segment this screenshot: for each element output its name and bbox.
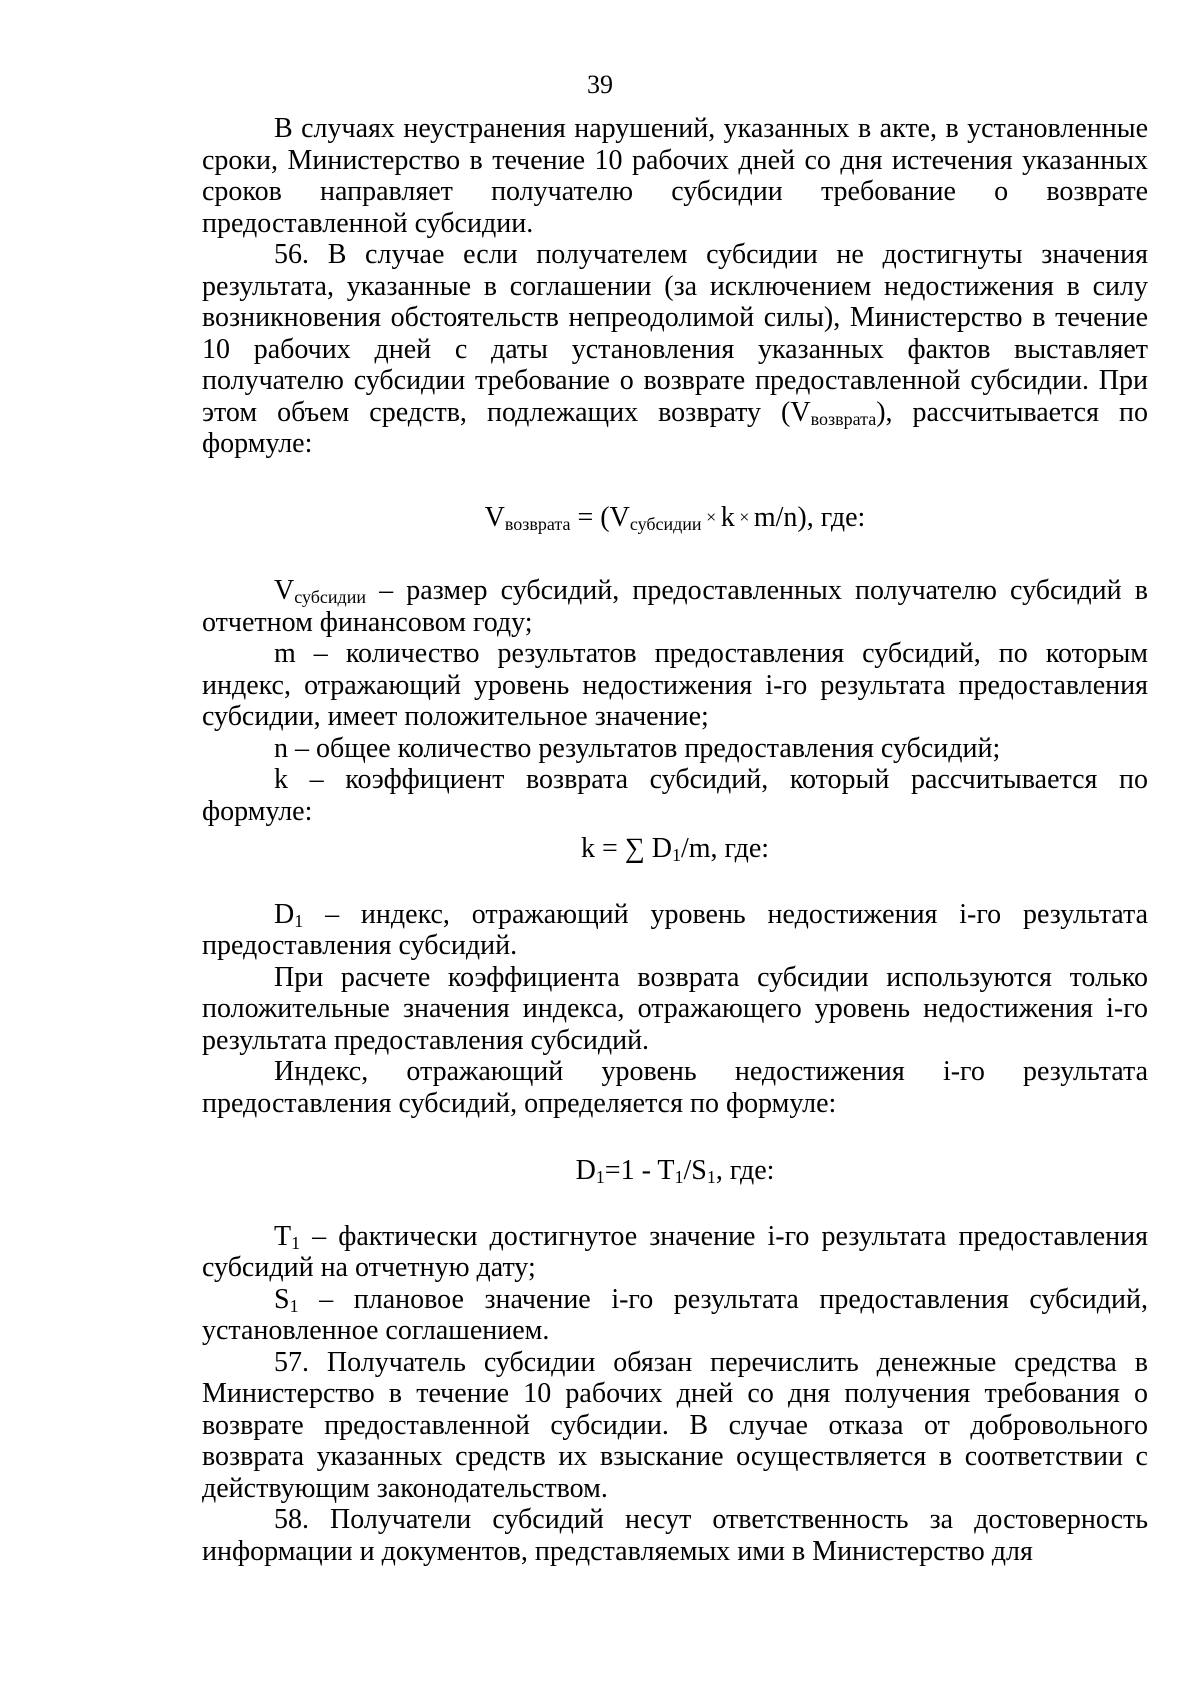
definition-s [202, 1284, 1148, 1347]
paragraph-calculation: При расчете коэффициента возврата субсидии используются только положительные значения индекса, отражающего уровень недостижения i-го результата предоставления субсидий. [202, 961, 1148, 1056]
formula3-t-subscript: 1 [674, 1167, 684, 1187]
paragraph-56 [202, 239, 1148, 460]
formula1-eq: = (V [570, 501, 630, 533]
formula1-k: k [720, 501, 735, 533]
formula2-b: /m, где: [680, 833, 770, 864]
def-d: D [274, 898, 295, 930]
definition-m: m – количество результатов предоставления субсидий, по которым индекс, отражающий уровень недостижения i-го результата предоставления субсидии, имеет положительное значение; [202, 638, 1148, 732]
formula1-rest: m/n), где: [753, 501, 866, 533]
paragraph-index: Индекс, отражающий уровень недостижения i-го результата предоставления субсидий, определяется по формуле: [202, 1056, 1148, 1119]
formula-k [202, 833, 1148, 865]
paragraph-violations: В случаях неустранения нарушений, указанных в акте, в установленные сроки, Министерство в течение 10 рабочих дней со дня истечения указанных сроков направляет получателю субсидии требование о возврате предоставленной субсидии. [202, 113, 1148, 239]
paragraph-58: 58. Получатели субсидий несут ответственность за достоверность информации и документов, представляемых ими в Министерство для [202, 1504, 1148, 1567]
def-t-text: – фактически достигнутое значение i-го результата предоставления субсидий на отчетную дату; [202, 1220, 1148, 1283]
formula-d [202, 1155, 1148, 1187]
formula3-b: /S [683, 1155, 707, 1186]
def-v-subscript: субсидии [294, 587, 366, 607]
definition-k: k – коэффициент возврата субсидий, который рассчитывается по формуле: [202, 764, 1148, 827]
definition-t [202, 1221, 1148, 1284]
definition-v-subsidy [202, 575, 1148, 638]
document-body [202, 113, 1148, 1567]
def-v: V [274, 575, 295, 606]
paragraph-57: 57. Получатель субсидии обязан перечислить денежные средства в Министерство в течение 10 рабочих дней со дня получения требования о возврате предоставленной субсидии. В случае отказа от добровольного возврата указанных средств их взыскание осуществляется в соответствии с действующим законодательством. [202, 1346, 1148, 1504]
def-t: T [274, 1220, 292, 1252]
def-t-subscript: 1 [291, 1232, 301, 1253]
formula3-a: =1 - T [604, 1155, 675, 1186]
def-s-text: – плановое значение i-го результата предоставления субсидий, установленное соглашением. [202, 1283, 1148, 1346]
formula1-s-subscript: субсидии [629, 513, 702, 534]
formula3-d: D [575, 1155, 596, 1186]
def-d-text: – индекс, отражающий уровень недостижения i-го результата предоставления субсидий. [202, 898, 1148, 961]
paragraph-56-text-a: 56. В случае если получателем субсидии не достигнуты значения результата, указанные в соглашении (за исключением недостижения в силу возникновения обстоятельств непреодолимой силы), Министерство в течение 10 рабочих дней с даты установления указанных фактов выставляет получателю субсидии требование о возврате предоставленной субсидии. При этом объем средств, подлежащих возврату (V [202, 239, 1148, 428]
formula-return-volume [202, 502, 1148, 534]
formula1-v: V [484, 501, 505, 533]
formula2-subscript: 1 [671, 845, 681, 865]
def-v-text: – размер субсидий, предоставленных получателю субсидий в отчетном финансовом году; [202, 575, 1148, 638]
formula2-a: k = ∑ D [580, 833, 672, 864]
paragraph-56-text-b: ), рассчитывается по формуле: [202, 396, 1148, 459]
formula3-c: , где: [715, 1155, 775, 1186]
def-s: S [274, 1283, 290, 1315]
formula3-d-subscript: 1 [595, 1167, 605, 1187]
definition-d [202, 899, 1148, 962]
formula1-v-subscript: возврата [504, 513, 571, 534]
definition-n: n – общее количество результатов предоставления субсидий; [274, 732, 1001, 764]
formula1-times: × [701, 506, 721, 527]
paragraph-56-subscript: возврата [810, 408, 877, 429]
def-d-subscript: 1 [294, 910, 304, 931]
def-s-subscript: 1 [289, 1295, 299, 1316]
formula3-s-subscript: 1 [706, 1167, 716, 1187]
page-number: 39 [587, 70, 613, 99]
formula1-times-2: × [734, 506, 754, 527]
